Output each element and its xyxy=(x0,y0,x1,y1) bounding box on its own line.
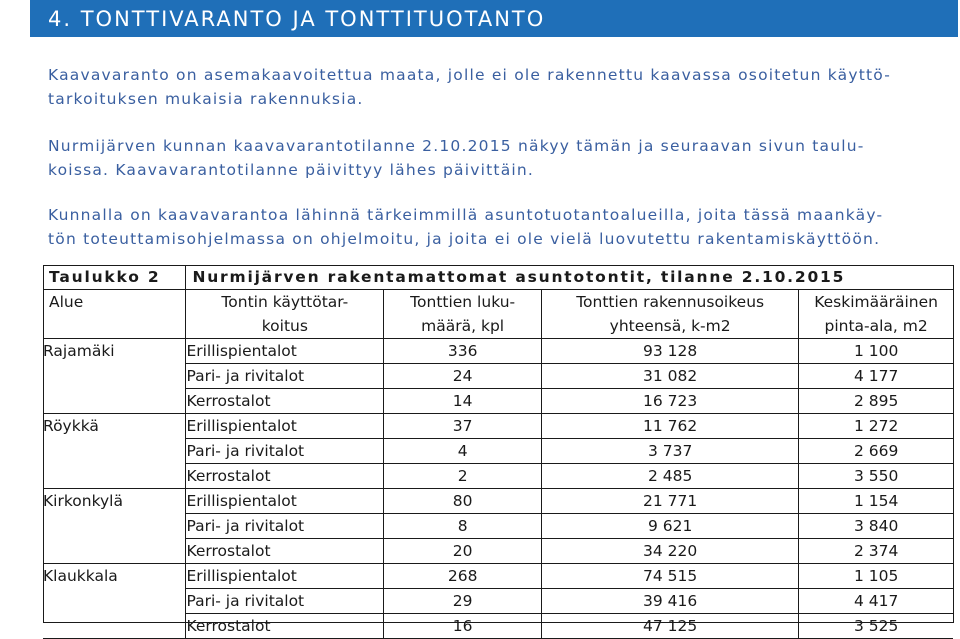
header-count: Tonttien luku- määrä, kpl xyxy=(384,290,542,339)
cell-building-right: 3 737 xyxy=(542,439,799,464)
cell-count: 80 xyxy=(384,489,542,514)
header-use: Tontin käyttötar- koitus xyxy=(186,290,384,339)
cell-use: Kerrostalot xyxy=(186,539,384,564)
table-body xyxy=(43,339,953,639)
cell-use: Kerrostalot xyxy=(186,389,384,414)
cell-building-right: 9 621 xyxy=(542,514,799,539)
table-row xyxy=(43,539,953,564)
cell-building-right: 47 125 xyxy=(542,614,799,639)
cell-building-right: 34 220 xyxy=(542,539,799,564)
cell-area: Klaukkala xyxy=(43,564,186,589)
table-row xyxy=(43,564,953,589)
cell-area: Rajamäki xyxy=(43,339,186,364)
cell-avg-area: 2 669 xyxy=(799,439,953,464)
header-building-right: Tonttien rakennusoikeus yhteensä, k-m2 xyxy=(542,290,799,339)
cell-area xyxy=(43,614,186,639)
text-line: tarkoituksen mukaisia rakennuksia. xyxy=(48,90,364,108)
cell-count: 16 xyxy=(384,614,542,639)
table-caption-row xyxy=(43,265,953,290)
cell-use: Pari- ja rivitalot xyxy=(186,439,384,464)
intro-paragraph-3 xyxy=(48,203,943,251)
cell-area xyxy=(43,464,186,489)
cell-use: Erillispientalot xyxy=(186,414,384,439)
cell-avg-area: 4 177 xyxy=(799,364,953,389)
table-caption-label: Taulukko 2 xyxy=(43,265,186,290)
cell-building-right: 93 128 xyxy=(542,339,799,364)
cell-building-right: 21 771 xyxy=(542,489,799,514)
cell-count: 4 xyxy=(384,439,542,464)
text-line: Kunnalla on kaavavarantoa lähinnä tärkeimmillä asuntotuotantoalueilla, joita tässä maankäy- xyxy=(48,206,884,224)
intro-paragraph-2 xyxy=(48,134,943,182)
cell-use: Pari- ja rivitalot xyxy=(186,514,384,539)
table-row xyxy=(43,364,953,389)
cell-avg-area: 1 100 xyxy=(799,339,953,364)
cell-avg-area: 4 417 xyxy=(799,589,953,614)
text-line: Nurmijärven kunnan kaavavarantotilanne 2.10.2015 näkyy tämän ja seuraavan sivun taulu- xyxy=(48,137,865,155)
cell-use: Kerrostalot xyxy=(186,464,384,489)
cell-building-right: 31 082 xyxy=(542,364,799,389)
cell-use: Erillispientalot xyxy=(186,339,384,364)
cell-area xyxy=(43,389,186,414)
header-area: Alue xyxy=(43,290,186,339)
header-avg-area: Keskimääräinen pinta-ala, m2 xyxy=(799,290,953,339)
cell-area xyxy=(43,589,186,614)
vacant-plots-table xyxy=(43,265,953,639)
cell-avg-area: 3 550 xyxy=(799,464,953,489)
cell-count: 14 xyxy=(384,389,542,414)
cell-avg-area: 1 105 xyxy=(799,564,953,589)
cell-count: 24 xyxy=(384,364,542,389)
cell-count: 2 xyxy=(384,464,542,489)
table-row xyxy=(43,339,953,364)
cell-avg-area: 3 840 xyxy=(799,514,953,539)
cell-area xyxy=(43,514,186,539)
table-row xyxy=(43,514,953,539)
text-line: Kaavavaranto on asemakaavoitettua maata, jolle ei ole rakennettu kaavassa osoitetun käyttö- xyxy=(48,66,892,84)
cell-use: Kerrostalot xyxy=(186,614,384,639)
table-row xyxy=(43,489,953,514)
cell-use: Pari- ja rivitalot xyxy=(186,364,384,389)
cell-area xyxy=(43,539,186,564)
cell-count: 20 xyxy=(384,539,542,564)
cell-use: Pari- ja rivitalot xyxy=(186,589,384,614)
cell-building-right: 39 416 xyxy=(542,589,799,614)
cell-avg-area: 1 154 xyxy=(799,489,953,514)
cell-count: 37 xyxy=(384,414,542,439)
text-line: tön toteuttamisohjelmassa on ohjelmoitu, ja joita ei ole vielä luovutettu rakentamiskäyttöön. xyxy=(48,230,881,248)
text-line: koissa. Kaavavarantotilanne päivittyy lähes päivittäin. xyxy=(48,161,535,179)
cell-area xyxy=(43,439,186,464)
table-row xyxy=(43,389,953,414)
cell-use: Erillispientalot xyxy=(186,489,384,514)
table-row xyxy=(43,439,953,464)
cell-count: 336 xyxy=(384,339,542,364)
cell-use: Erillispientalot xyxy=(186,564,384,589)
intro-paragraph-1 xyxy=(48,63,943,111)
table-header-row xyxy=(43,290,953,339)
table-caption-title: Nurmijärven rakentamattomat asuntotontit, tilanne 2.10.2015 xyxy=(186,265,953,290)
cell-avg-area: 3 525 xyxy=(799,614,953,639)
cell-area: Röykkä xyxy=(43,414,186,439)
cell-building-right: 2 485 xyxy=(542,464,799,489)
section-heading: 4. TONTTIVARANTO JA TONTTITUOTANTO xyxy=(30,0,958,37)
cell-count: 268 xyxy=(384,564,542,589)
table-row xyxy=(43,589,953,614)
cell-building-right: 11 762 xyxy=(542,414,799,439)
cell-area: Kirkonkylä xyxy=(43,489,186,514)
cell-count: 29 xyxy=(384,589,542,614)
cell-area xyxy=(43,364,186,389)
table-row xyxy=(43,464,953,489)
cell-count: 8 xyxy=(384,514,542,539)
cell-avg-area: 1 272 xyxy=(799,414,953,439)
table-row xyxy=(43,614,953,639)
cell-avg-area: 2 374 xyxy=(799,539,953,564)
cell-building-right: 16 723 xyxy=(542,389,799,414)
cell-avg-area: 2 895 xyxy=(799,389,953,414)
cell-building-right: 74 515 xyxy=(542,564,799,589)
table-row xyxy=(43,414,953,439)
